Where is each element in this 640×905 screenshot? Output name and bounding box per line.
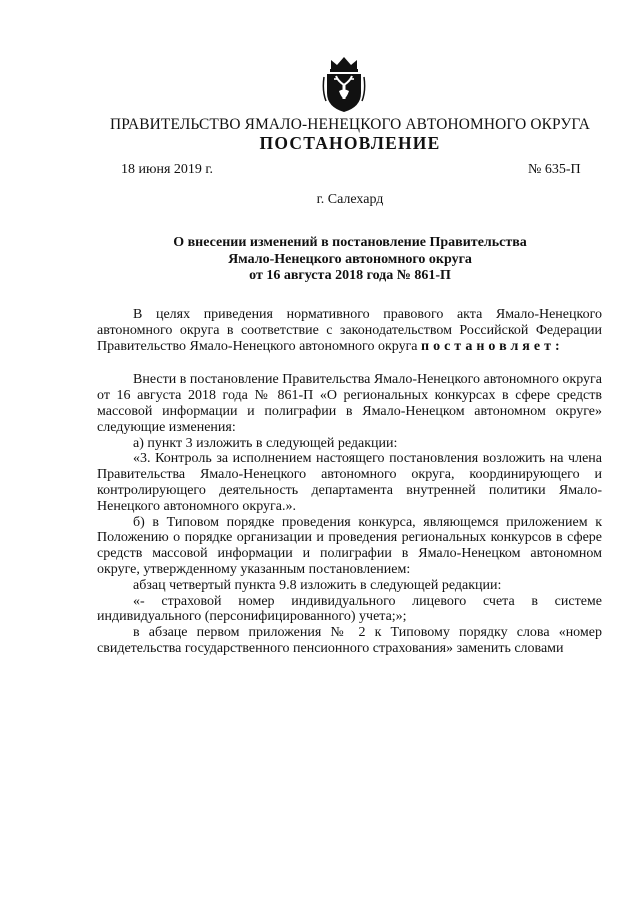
resolves-word: постановляет: [421,338,564,354]
paragraph: а) пункт 3 изложить в следующей редакции: [133,435,398,451]
paragraph: абзац четвертый пункта 9.8 изложить в следующей редакции: [133,577,502,593]
document-number: № 635-П [528,162,581,177]
paragraph: Внести в постановление Правительства Ямало-Ненецкого автономного округа от 16 августа 2018 года № 861-П «О региональных конкурсах в сфере средств массовой информации и полиграфии в Ямало-Ненецком автономном округе» следующие изменения: [97,372,602,435]
document-subject [0,235,640,285]
government-title: ПРАВИТЕЛЬСТВО ЯМАЛО-НЕНЕЦКОГО АВТОНОМНОГО ОКРУГА [109,116,591,133]
subject-line: О внесении изменений в постановление Правительства [173,235,527,250]
paragraph: в абзаце первом приложения № 2 к Типовому порядку слова «номер свидетельства государственного пенсионного страхования» заменить словами [97,625,602,656]
paragraph: «- страховой номер индивидуального лицевого счета в системе индивидуального (персонифицированного) учета;»; [97,593,602,625]
document-type: ПОСТАНОВЛЕНИЕ [259,133,441,153]
paragraph: б) в Типовом порядке проведения конкурса, являющемся приложением к Положению о порядке организации и проведения региональных конкурсов в сфере средств массовой информации и полиграфии в Ямало-Ненецком автономном округе, утвержденному указанным постановлением: [97,514,602,577]
document-date: 18 июня 2019 г. [121,162,214,177]
subject-line: Ямало-Ненецкого автономного округа [228,251,472,267]
document-city: г. Салехард [316,192,384,207]
coat-of-arms-icon [322,55,366,113]
subject-line: от 16 августа 2018 года № 861-П [249,268,451,283]
document-body [97,307,602,657]
paragraph: «3. Контроль за исполнением настоящего постановления возложить на члена Правительства Ямало-Ненецкого автономного округа, координирующего и контролирующего деятельность департамента внутренней политики Ямало-Ненецкого автономного округа.». [97,451,602,514]
preamble-paragraph [97,307,602,354]
preamble-text: В целях приведения нормативного правового акта Ямало-Ненецкого автономного округа в соответствие с законодательством Российской Федерации Правительство Ямало-Ненецкого автономного округа [97,307,602,354]
